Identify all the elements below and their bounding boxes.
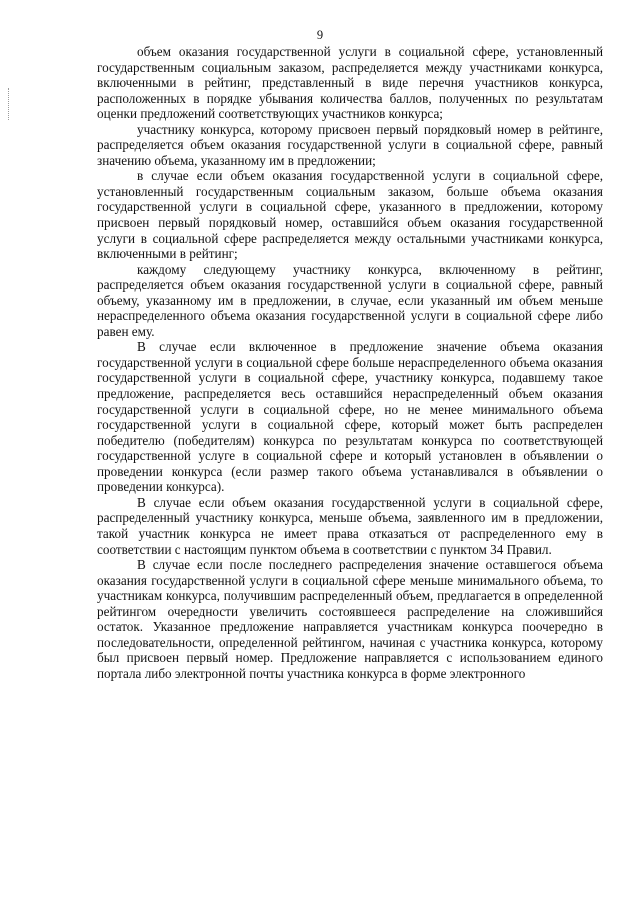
paragraph-7: В случае если после последнего распределения значение оставшегося объема оказания государственной услуги в социальной сфере меньше минимального объема, то участникам конкурса, получившим распределенный объем, предлагается в определенной рейтингом очередности увеличить состоявшееся распределение на сложившийся остаток. Указанное предложение направляется участникам конкурса поочередно в последовательности, определенной рейтингом, начиная с участника конкурса, которому был присвоен первый номер. Предложение направляется с использованием единого портала либо электронной почты участника конкурса в форме электронного — [97, 557, 603, 681]
paragraph-5: В случае если включенное в предложение значение объема оказания государственной услуги в социальной сфере больше нераспределенного объема оказания государственной услуги в социальной сфере, участнику конкурса, подавшему такое предложение, распределяется весь оставшийся нераспределенный объем оказания государственной услуги в социальной сфере, но не менее минимального объема государственной услуги в социальной сфере, который может быть распределен победителю (победителям) конкурса по результатам конкурса по соответствующей государственной услуге в социальной сфере и который установлен в объявлении о проведении конкурса (если размер такого объема устанавливался в объявлении о проведении конкурса). — [97, 339, 603, 495]
paragraph-3: в случае если объем оказания государственной услуги в социальной сфере, установленный государственным социальным заказом, больше объема оказания государственной услуги в социальной сфере, указанного в предложении, которому присвоен первый порядковый номер, оставшийся объем оказания государственной услуги в социальной сфере распределяется между остальными участниками конкурса, включенными в рейтинг; — [97, 168, 603, 262]
paragraph-2: участнику конкурса, которому присвоен первый порядковый номер в рейтинге, распределяется объем оказания государственной услуги в социальной сфере, равный значению объема, указанному им в предложении; — [97, 121, 603, 168]
page-number: 9 — [316, 28, 324, 42]
paragraph-1: объем оказания государственной услуги в социальной сфере, установленный государственным социальным заказом, распределяется между участниками конкурса, включенными в рейтинг, представленный в виде перечня участников конкурса, расположенных в порядке убывания количества баллов, полученных по результатам оценки предложений соответствующих участников конкурса; — [97, 44, 603, 122]
paragraph-6: В случае если объем оказания государственной услуги в социальной сфере, распределенный участнику конкурса, меньше объема, заявленного им в предложении, такой участник конкурса не имеет права отказаться от распределенного ему в соответствии с настоящим пунктом объема в соответствии с пунктом 34 Правил. — [97, 494, 603, 557]
margin-mark — [8, 88, 11, 120]
document-body — [97, 44, 603, 681]
paragraph-4: каждому следующему участнику конкурса, включенному в рейтинг, распределяется объем оказания государственной услуги в социальной сфере, равный объему, указанному им в предложении, в случае, если указанный им объем меньше нераспределенного объема оказания государственной услуги в социальной сфере либо равен ему. — [97, 261, 603, 339]
